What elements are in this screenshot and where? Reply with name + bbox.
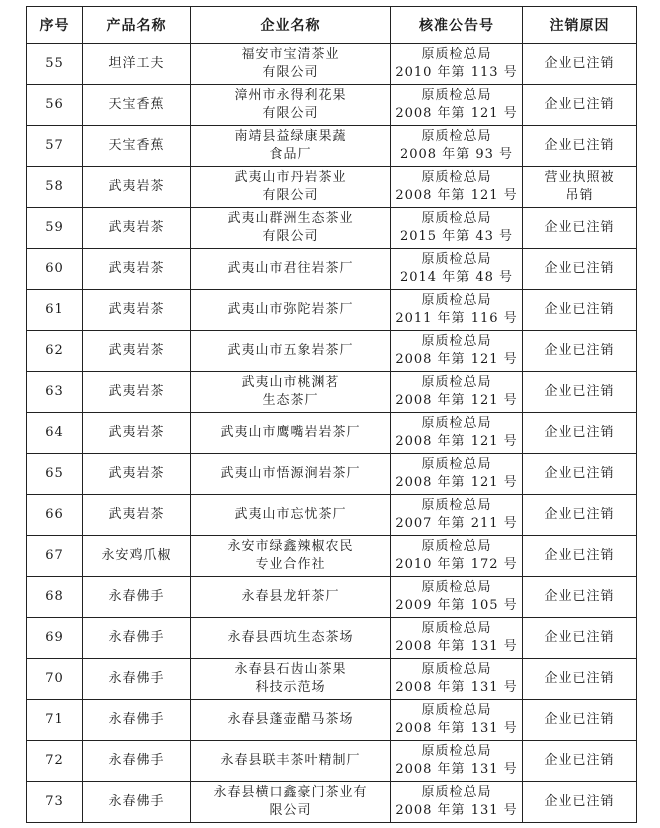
company-name-line: 永春县石齿山茶果 — [234, 662, 347, 677]
row-number: 61 — [27, 290, 83, 331]
notice-number-line: 原质检总局 — [421, 416, 492, 431]
table-row — [27, 167, 637, 208]
table-row — [27, 44, 637, 85]
row-number: 56 — [27, 85, 83, 126]
notice-number-line: 原质检总局 — [421, 88, 492, 103]
row-number: 72 — [27, 741, 83, 782]
notice-number — [391, 126, 523, 167]
company-name-line: 永春县联丰茶叶精制厂 — [220, 753, 361, 768]
notice-number-line: 2008 年第 131 号 — [395, 639, 518, 654]
product-name: 永春佛手 — [83, 700, 191, 741]
product-name: 永春佛手 — [83, 577, 191, 618]
notice-number — [391, 44, 523, 85]
company-name-line: 武夷山市悟源涧岩茶厂 — [220, 466, 361, 481]
company-name-line: 漳州市永得利花果 — [234, 88, 347, 103]
company-name — [191, 208, 391, 249]
notice-number-line: 原质检总局 — [421, 457, 492, 472]
notice-number-line: 2008 年第 121 号 — [395, 188, 518, 203]
notice-number-line: 原质检总局 — [421, 293, 492, 308]
notice-number-line: 原质检总局 — [421, 744, 492, 759]
revocation-reason — [523, 618, 637, 659]
notice-number — [391, 372, 523, 413]
row-number: 67 — [27, 536, 83, 577]
table-row — [27, 126, 637, 167]
company-name-line: 食品厂 — [269, 147, 312, 162]
company-name — [191, 577, 391, 618]
company-name — [191, 782, 391, 823]
table-row — [27, 536, 637, 577]
company-name-line: 专业合作社 — [255, 557, 326, 572]
revocation-reason-line: 企业已注销 — [544, 753, 615, 768]
revocation-reason-line: 营业执照被 — [544, 170, 615, 185]
notice-number-line: 2008 年第 131 号 — [395, 803, 518, 818]
table-row — [27, 208, 637, 249]
company-name-line: 南靖县益绿康果蔬 — [234, 129, 347, 144]
revocation-reason-line: 企业已注销 — [544, 261, 615, 276]
notice-number-line: 2009 年第 105 号 — [395, 598, 518, 613]
revocation-reason-line: 企业已注销 — [544, 548, 615, 563]
product-name: 武夷岩茶 — [83, 331, 191, 372]
company-name-line: 生态茶厂 — [262, 393, 319, 408]
table-row — [27, 659, 637, 700]
company-name — [191, 495, 391, 536]
company-name-line: 有限公司 — [262, 188, 319, 203]
product-name: 武夷岩茶 — [83, 208, 191, 249]
company-name-line: 武夷山市鹰嘴岩岩茶厂 — [220, 425, 361, 440]
row-number: 73 — [27, 782, 83, 823]
revocation-reason — [523, 331, 637, 372]
notice-number — [391, 495, 523, 536]
company-name — [191, 290, 391, 331]
company-name-line: 武夷山市五象岩茶厂 — [227, 343, 354, 358]
revocation-reason — [523, 413, 637, 454]
revocation-table — [26, 6, 637, 823]
notice-number-line: 原质检总局 — [421, 621, 492, 636]
revocation-reason — [523, 577, 637, 618]
table-row — [27, 249, 637, 290]
revocation-reason — [523, 167, 637, 208]
product-name: 天宝香蕉 — [83, 85, 191, 126]
revocation-reason — [523, 44, 637, 85]
revocation-reason-line: 企业已注销 — [544, 220, 615, 235]
revocation-reason — [523, 249, 637, 290]
product-name: 武夷岩茶 — [83, 454, 191, 495]
company-name — [191, 454, 391, 495]
notice-number-line: 2008 年第 131 号 — [395, 721, 518, 736]
row-number: 68 — [27, 577, 83, 618]
company-name — [191, 126, 391, 167]
table-row — [27, 85, 637, 126]
revocation-reason — [523, 454, 637, 495]
revocation-reason-line: 企业已注销 — [544, 56, 615, 71]
revocation-reason — [523, 700, 637, 741]
notice-number — [391, 618, 523, 659]
header-reason: 注销原因 — [523, 7, 637, 44]
company-name — [191, 249, 391, 290]
row-number: 63 — [27, 372, 83, 413]
company-name-line: 福安市宝清茶业 — [241, 47, 340, 62]
notice-number-line: 2008 年第 121 号 — [395, 475, 518, 490]
product-name: 武夷岩茶 — [83, 495, 191, 536]
company-name — [191, 413, 391, 454]
revocation-reason — [523, 782, 637, 823]
product-name: 武夷岩茶 — [83, 372, 191, 413]
company-name — [191, 618, 391, 659]
revocation-reason-line: 企业已注销 — [544, 671, 615, 686]
notice-number-line: 原质检总局 — [421, 580, 492, 595]
table-row — [27, 290, 637, 331]
revocation-reason-line: 企业已注销 — [544, 384, 615, 399]
company-name-line: 武夷山市忘忧茶厂 — [234, 507, 347, 522]
notice-number-line: 原质检总局 — [421, 703, 492, 718]
notice-number — [391, 249, 523, 290]
row-number: 66 — [27, 495, 83, 536]
notice-number-line: 原质检总局 — [421, 252, 492, 267]
revocation-reason-line: 企业已注销 — [544, 302, 615, 317]
notice-number — [391, 454, 523, 495]
notice-number-line: 2010 年第 113 号 — [395, 65, 518, 80]
company-name — [191, 536, 391, 577]
row-number: 64 — [27, 413, 83, 454]
revocation-reason — [523, 536, 637, 577]
company-name-line: 永春县蓬壶醋马茶场 — [227, 712, 354, 727]
notice-number — [391, 536, 523, 577]
company-name — [191, 167, 391, 208]
row-number: 62 — [27, 331, 83, 372]
row-number: 57 — [27, 126, 83, 167]
company-name — [191, 85, 391, 126]
notice-number-line: 原质检总局 — [421, 47, 492, 62]
notice-number-line: 2008 年第 121 号 — [395, 393, 518, 408]
product-name: 永春佛手 — [83, 741, 191, 782]
revocation-reason — [523, 85, 637, 126]
revocation-reason-line: 企业已注销 — [544, 712, 615, 727]
notice-number-line: 原质检总局 — [421, 785, 492, 800]
product-name: 武夷岩茶 — [83, 167, 191, 208]
product-name: 武夷岩茶 — [83, 249, 191, 290]
company-name-line: 武夷山市君往岩茶厂 — [227, 261, 354, 276]
company-name-line: 有限公司 — [262, 229, 319, 244]
notice-number-line: 原质检总局 — [421, 375, 492, 390]
product-name: 永春佛手 — [83, 659, 191, 700]
table-row — [27, 331, 637, 372]
revocation-reason-line: 企业已注销 — [544, 507, 615, 522]
notice-number — [391, 741, 523, 782]
row-number: 70 — [27, 659, 83, 700]
product-name: 武夷岩茶 — [83, 290, 191, 331]
notice-number-line: 2008 年第 131 号 — [395, 680, 518, 695]
product-name: 永春佛手 — [83, 618, 191, 659]
notice-number-line: 2008 年第 93 号 — [399, 147, 514, 162]
revocation-reason — [523, 372, 637, 413]
notice-number-line: 2008 年第 131 号 — [395, 762, 518, 777]
revocation-reason-line: 企业已注销 — [544, 466, 615, 481]
company-name-line: 永安市绿鑫辣椒农民 — [227, 539, 354, 554]
company-name-line: 永春县西坑生态茶场 — [227, 630, 354, 645]
row-number: 59 — [27, 208, 83, 249]
company-name — [191, 700, 391, 741]
notice-number-line: 2010 年第 172 号 — [395, 557, 518, 572]
header-notice: 核准公告号 — [391, 7, 523, 44]
product-name: 永春佛手 — [83, 782, 191, 823]
header-product: 产品名称 — [83, 7, 191, 44]
company-name — [191, 741, 391, 782]
company-name-line: 科技示范场 — [255, 680, 326, 695]
header-company: 企业名称 — [191, 7, 391, 44]
notice-number-line: 原质检总局 — [421, 129, 492, 144]
company-name — [191, 372, 391, 413]
revocation-reason-line: 企业已注销 — [544, 589, 615, 604]
company-name-line: 武夷山市桃渊茗 — [241, 375, 340, 390]
notice-number-line: 原质检总局 — [421, 334, 492, 349]
notice-number — [391, 413, 523, 454]
notice-number — [391, 85, 523, 126]
table-row — [27, 454, 637, 495]
company-name-line: 永春县龙轩茶厂 — [241, 589, 340, 604]
notice-number-line: 原质检总局 — [421, 662, 492, 677]
notice-number-line: 原质检总局 — [421, 211, 492, 226]
table-row — [27, 741, 637, 782]
revocation-reason-line: 吊销 — [565, 188, 594, 203]
header-no: 序号 — [27, 7, 83, 44]
company-name — [191, 331, 391, 372]
revocation-reason-line: 企业已注销 — [544, 630, 615, 645]
table-row — [27, 700, 637, 741]
notice-number — [391, 208, 523, 249]
company-name-line: 有限公司 — [262, 106, 319, 121]
notice-number-line: 2008 年第 121 号 — [395, 434, 518, 449]
company-name-line: 永春县横口鑫豪门茶业有 — [213, 785, 368, 800]
notice-number-line: 2008 年第 121 号 — [395, 352, 518, 367]
row-number: 71 — [27, 700, 83, 741]
notice-number — [391, 782, 523, 823]
revocation-reason-line: 企业已注销 — [544, 794, 615, 809]
notice-number-line: 原质检总局 — [421, 498, 492, 513]
table-header-row — [27, 7, 637, 44]
company-name-line: 有限公司 — [262, 65, 319, 80]
row-number: 60 — [27, 249, 83, 290]
company-name-line: 武夷山市弥陀岩茶厂 — [227, 302, 354, 317]
notice-number-line: 2011 年第 116 号 — [395, 311, 518, 326]
notice-number-line: 原质检总局 — [421, 539, 492, 554]
revocation-reason — [523, 659, 637, 700]
product-name: 永安鸡爪椒 — [83, 536, 191, 577]
row-number: 65 — [27, 454, 83, 495]
revocation-reason-line: 企业已注销 — [544, 97, 615, 112]
revocation-reason — [523, 290, 637, 331]
company-name — [191, 659, 391, 700]
notice-number — [391, 290, 523, 331]
product-name: 武夷岩茶 — [83, 413, 191, 454]
table-body — [27, 44, 637, 823]
product-name: 坦洋工夫 — [83, 44, 191, 85]
revocation-reason — [523, 495, 637, 536]
table-row — [27, 413, 637, 454]
notice-number — [391, 167, 523, 208]
notice-number-line: 2014 年第 48 号 — [399, 270, 514, 285]
table-row — [27, 372, 637, 413]
revocation-reason — [523, 741, 637, 782]
company-name-line: 武夷山市丹岩茶业 — [234, 170, 347, 185]
notice-number — [391, 659, 523, 700]
company-name-line: 武夷山群洲生态茶业 — [227, 211, 354, 226]
notice-number-line: 2015 年第 43 号 — [399, 229, 514, 244]
company-name-line: 限公司 — [269, 803, 312, 818]
revocation-reason — [523, 208, 637, 249]
table-row — [27, 782, 637, 823]
notice-number — [391, 331, 523, 372]
notice-number-line: 2008 年第 121 号 — [395, 106, 518, 121]
row-number: 55 — [27, 44, 83, 85]
revocation-reason-line: 企业已注销 — [544, 138, 615, 153]
table-row — [27, 495, 637, 536]
revocation-reason-line: 企业已注销 — [544, 425, 615, 440]
table-row — [27, 577, 637, 618]
table-row — [27, 618, 637, 659]
row-number: 69 — [27, 618, 83, 659]
notice-number — [391, 700, 523, 741]
row-number: 58 — [27, 167, 83, 208]
product-name: 天宝香蕉 — [83, 126, 191, 167]
notice-number-line: 原质检总局 — [421, 170, 492, 185]
revocation-reason — [523, 126, 637, 167]
notice-number — [391, 577, 523, 618]
notice-number-line: 2007 年第 211 号 — [395, 516, 518, 531]
revocation-reason-line: 企业已注销 — [544, 343, 615, 358]
company-name — [191, 44, 391, 85]
